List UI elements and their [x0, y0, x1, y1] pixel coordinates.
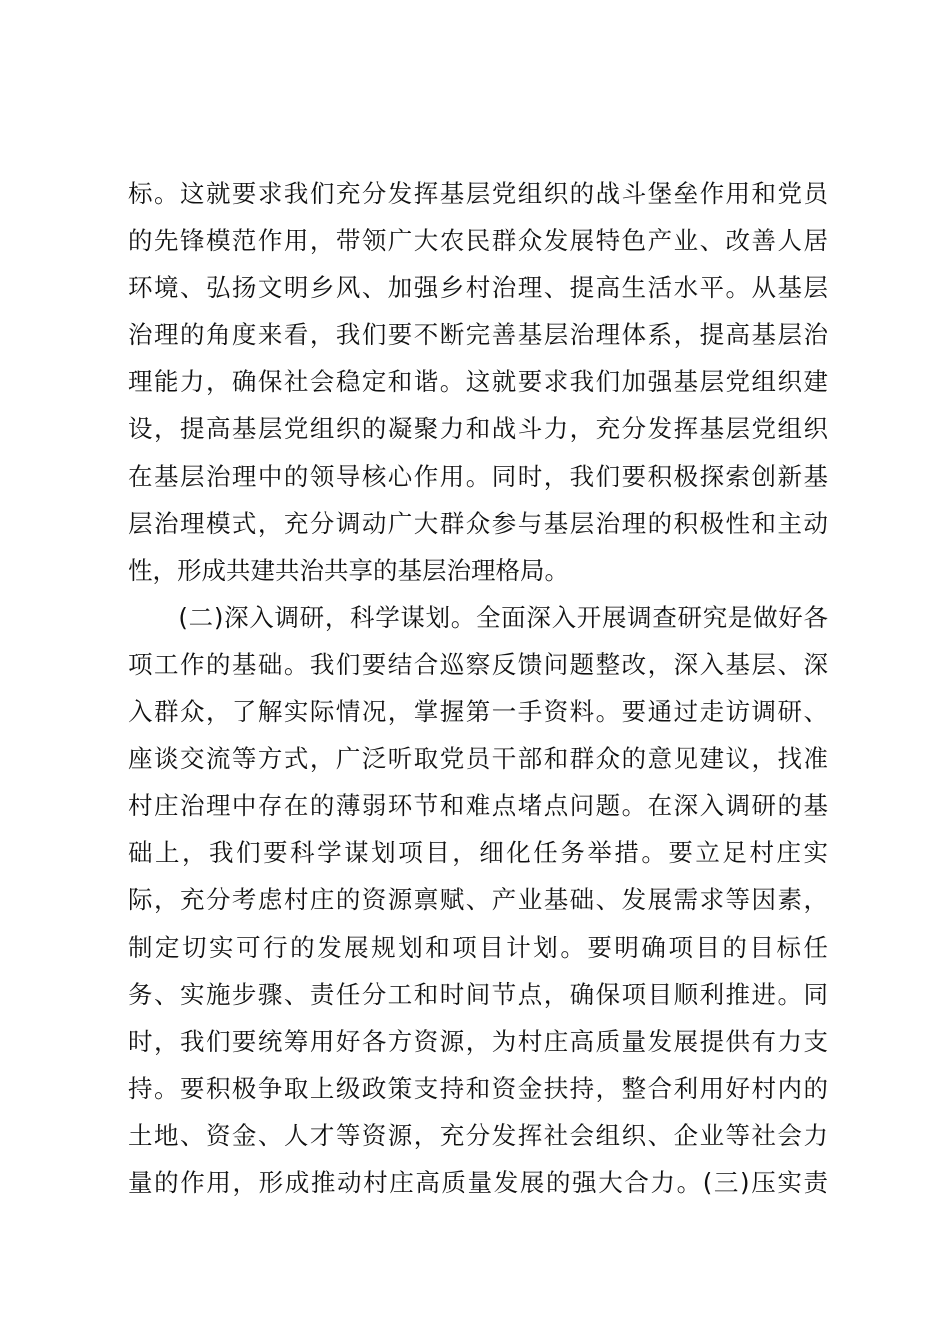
text-line: 座谈交流等方式，广泛听取党员干部和群众的意见建议，找准 [128, 744, 828, 774]
text-line: 的先锋模范作用，带领广大农民群众发展特色产业、改善人居 [128, 226, 828, 256]
text-line: 性，形成共建共治共享的基层治理格局。 [128, 555, 569, 585]
text-line: 在基层治理中的领导核心作用。同时，我们要积极探索创新基 [128, 461, 828, 491]
text-line: 时，我们要统筹用好各方资源，为村庄高质量发展提供有力支 [128, 1026, 828, 1056]
text-line: 量的作用，形成推动村庄高质量发展的强大合力。(三)压实责 [128, 1167, 828, 1197]
text-line: 村庄治理中存在的薄弱环节和难点堵点问题。在深入调研的基 [128, 791, 828, 821]
text-line: 土地、资金、人才等资源，充分发挥社会组织、企业等社会力 [128, 1120, 828, 1150]
text-line: 持。要积极争取上级政策支持和资金扶持，整合利用好村内的 [128, 1073, 828, 1103]
text-line: 际，充分考虑村庄的资源禀赋、产业基础、发展需求等因素， [128, 885, 828, 915]
body-text [128, 170, 828, 1206]
text-line: 治理的角度来看，我们要不断完善基层治理体系，提高基层治 [128, 320, 828, 350]
text-line: 项工作的基础。我们要结合巡察反馈问题整改，深入基层、深 [128, 649, 828, 679]
text-line: 设，提高基层党组织的凝聚力和战斗力，充分发挥基层党组织 [128, 414, 828, 444]
text-line: 础上，我们要科学谋划项目，细化任务举措。要立足村庄实 [128, 838, 828, 868]
text-line: 层治理模式，充分调动广大群众参与基层治理的积极性和主动 [128, 508, 828, 538]
text-line: 理能力，确保社会稳定和谐。这就要求我们加强基层党组织建 [128, 367, 828, 397]
section-heading-line: (二)深入调研，科学谋划。全面深入开展调查研究是做好各 [128, 602, 828, 632]
text-line: 环境、弘扬文明乡风、加强乡村治理、提高生活水平。从基层 [128, 273, 828, 303]
text-line: 标。这就要求我们充分发挥基层党组织的战斗堡垒作用和党员 [128, 179, 828, 208]
text-line: 务、实施步骤、责任分工和时间节点，确保项目顺利推进。同 [128, 979, 828, 1009]
text-line: 入群众，了解实际情况，掌握第一手资料。要通过走访调研、 [128, 697, 828, 727]
text-line: 制定切实可行的发展规划和项目计划。要明确项目的目标任 [128, 932, 828, 962]
